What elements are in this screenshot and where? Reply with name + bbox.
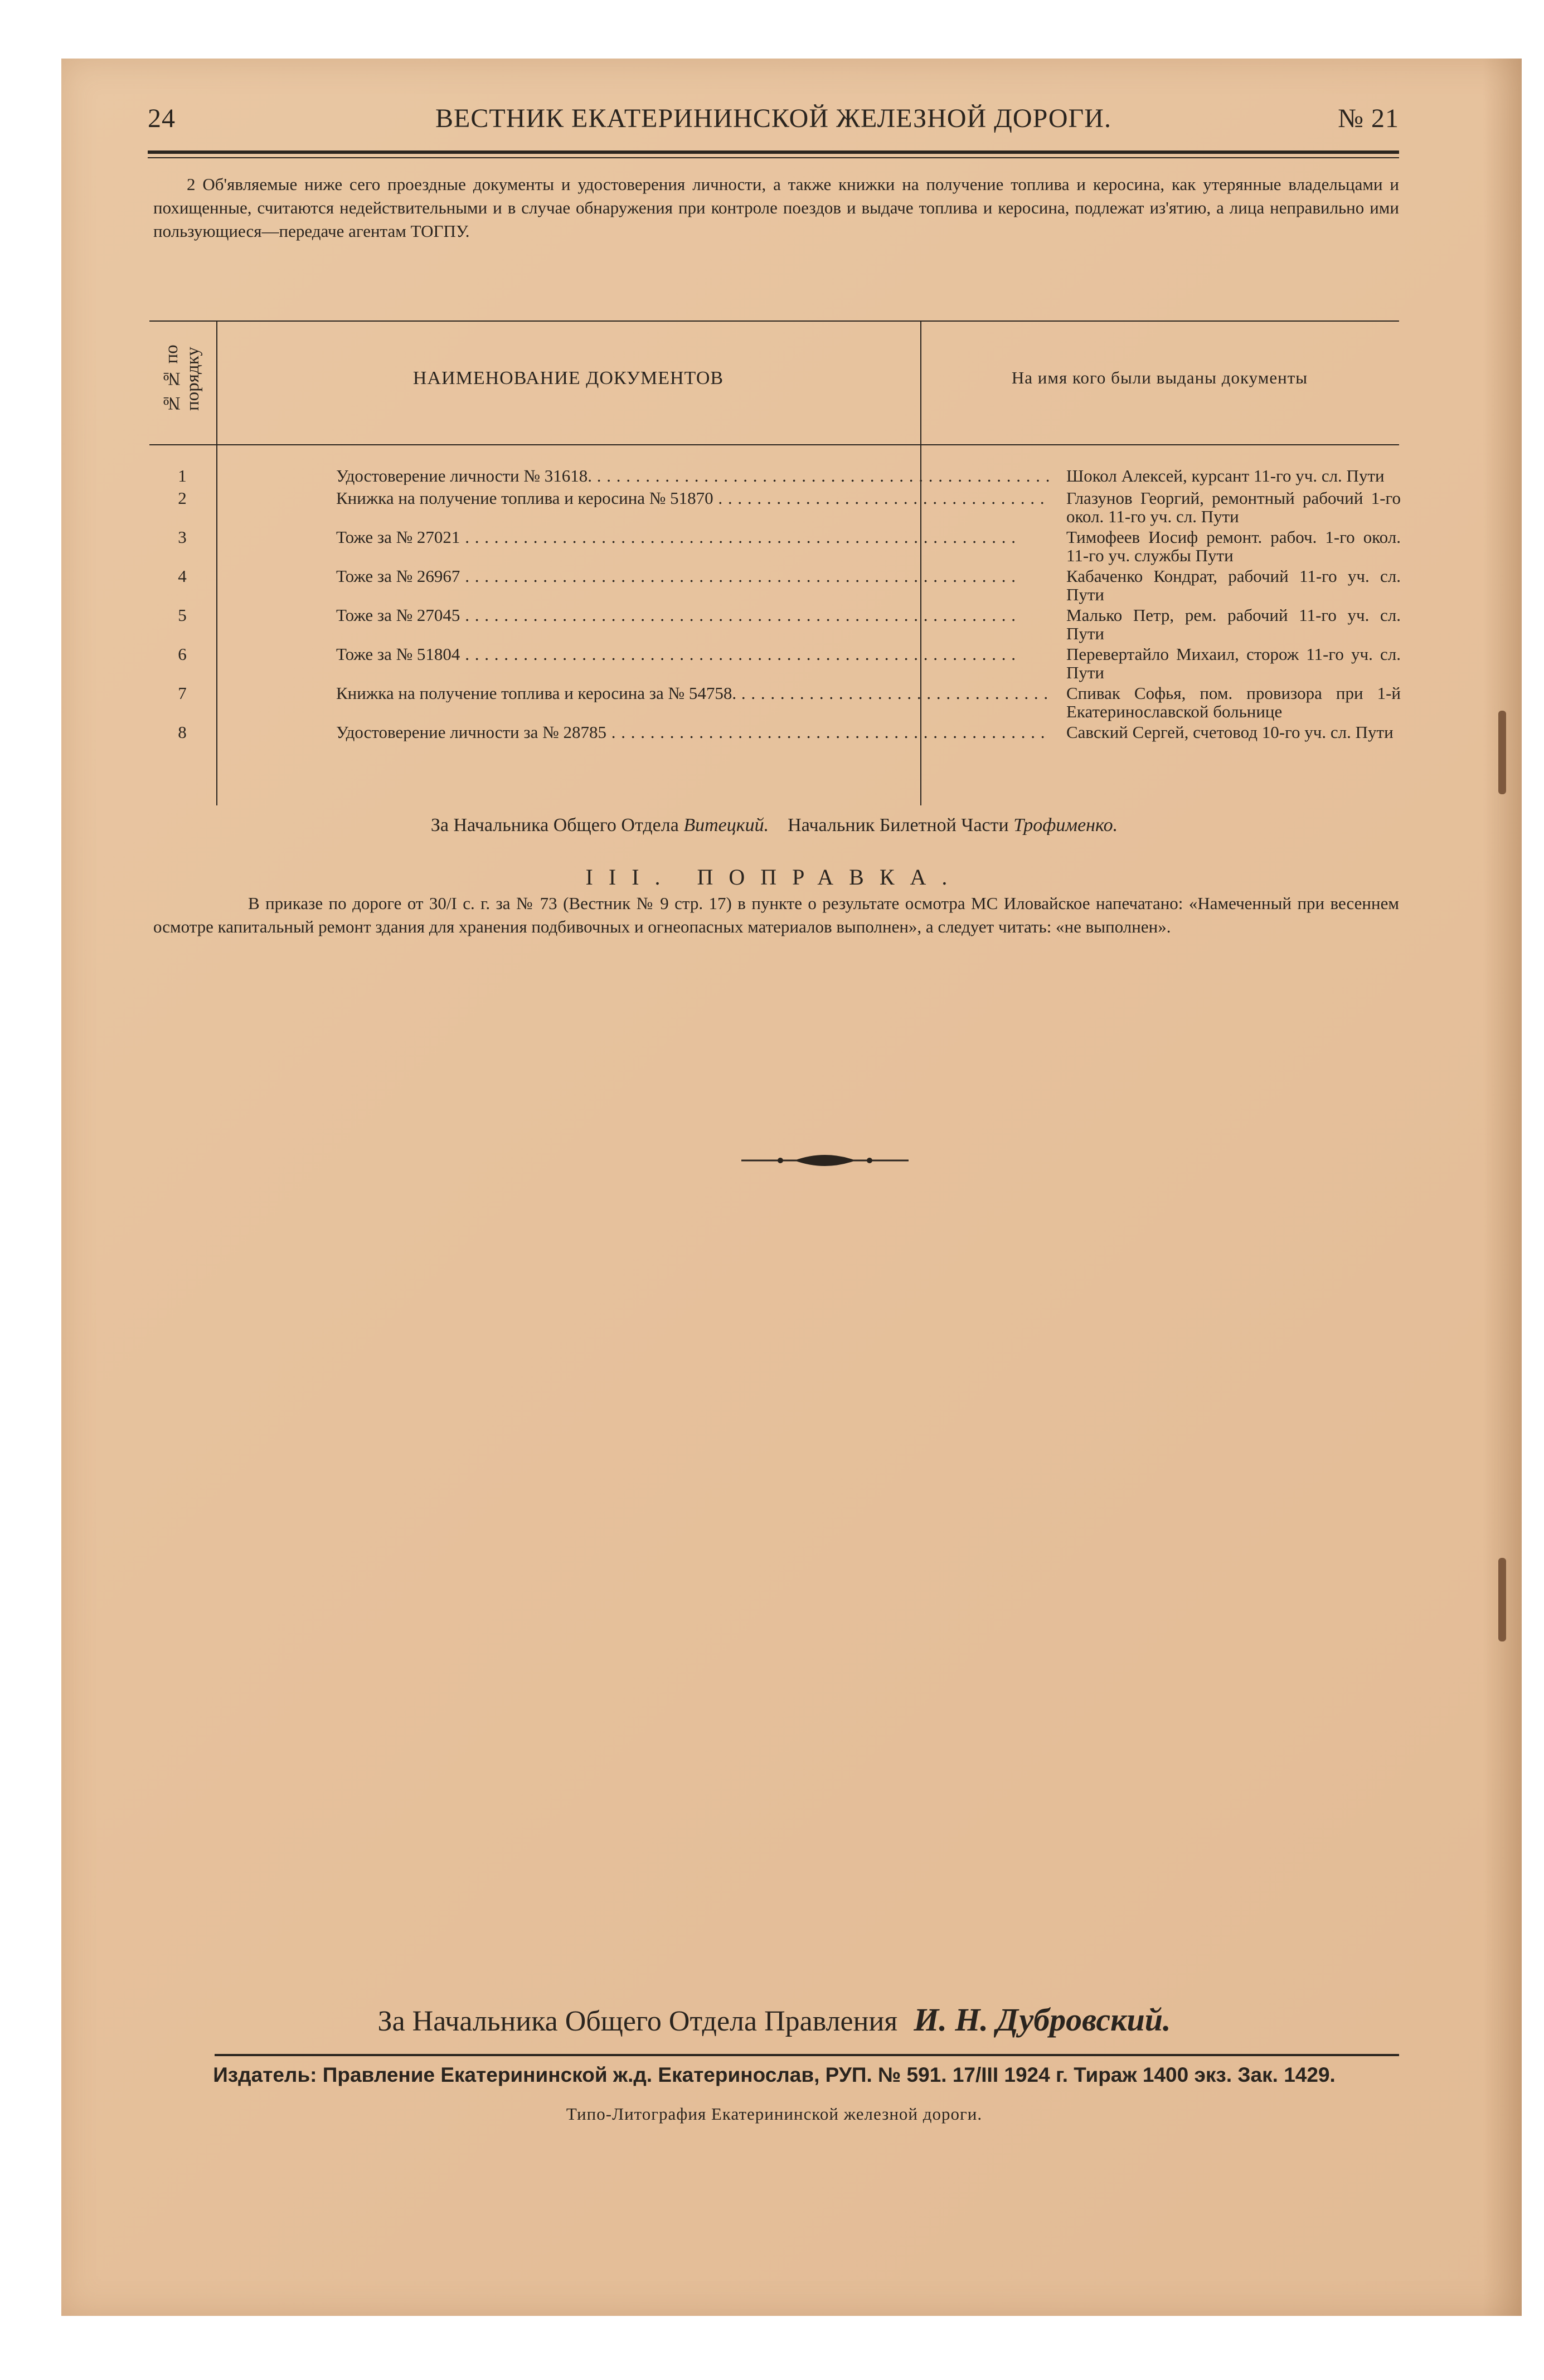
signer-role: За Начальника Общего Отдела [430, 815, 679, 836]
row-document: Книжка на получение топлива и керосина № 51870 . . . [336, 489, 1050, 507]
publisher-imprint: Издатель: Правление Екатерининской ж.д. Екатеринослав, РУП. № 591. 17/III 1924 г. Тираж 1400 экз. Зак. 1429. [213, 2063, 1336, 2086]
row-number: 1 [178, 466, 187, 485]
signer-role: Начальник Билетной Части [788, 815, 1009, 836]
row-document: Тоже за № 27045 . . . [336, 606, 1050, 624]
row-issued-to: Шокол Алексей, курсант 11-го уч. сл. Пути [1066, 466, 1385, 485]
column-header-documents: НАИМЕНОВАНИЕ ДОКУМЕНТОВ [412, 368, 724, 388]
row-issued-to: Тимофеев Иосиф ремонт. рабоч. 1-го окол. 11-го уч. службы Пути [1066, 527, 1401, 565]
journal-title: ВЕСТНИК ЕКАТЕРИНИНСКОЙ ЖЕЛЕЗНОЙ ДОРОГИ. [435, 104, 1111, 133]
header-rule-thin [148, 157, 1399, 158]
page-edge-shadow [1483, 59, 1522, 2316]
row-number: 4 [178, 566, 187, 586]
invalid-documents-table [149, 320, 1399, 805]
row-number: 5 [178, 605, 187, 625]
row-document: Удостоверение личности № 31618. . . . [336, 467, 1050, 485]
row-number: 3 [178, 527, 187, 547]
signature-name: И. Н. Дубровский. [914, 2002, 1171, 2038]
announcement-paragraph: 2 Об'являемые ниже сего проездные документы и удостоверения личности, а также книжки на получение топлива и керосина, как утерянные владельцами и похищенные, считаются недействительными и в случае обнаружения при контроле поездов и выдаче топлива и керосина, подлежат из'ятию, а лица неправильно ими пользующиеся—передаче агентам ТОГПУ. [153, 174, 1399, 241]
row-issued-to: Савский Сергей, счетовод 10-го уч. сл. Пути [1066, 722, 1394, 742]
column-header-issued-to: На имя кого были выданы документы [1011, 368, 1308, 387]
column-header-number: № № по порядку [162, 344, 203, 414]
signer-name: Трофименко. [1013, 815, 1118, 836]
running-header [148, 103, 1399, 148]
table-column-divider [216, 320, 217, 805]
correction-paragraph: В приказе по дороге от 30/I с. г. за № 73 (Вестник № 9 стр. 17) в пункте о результате осмотра МС Иловайское напечатано: «Намеченный при весеннем осмотре капитальный ремонт здания для хранения подбивочных и огнеопасных материалов выполнен», а следует читать: «не выполнен». [153, 893, 1399, 936]
row-number: 8 [178, 722, 187, 742]
table-top-rule [149, 320, 1399, 322]
signature-role: За Начальника Общего Отдела Правления [377, 2005, 898, 2037]
row-document: Тоже за № 51804 . . . [336, 645, 1050, 663]
row-document: Тоже за № 26967 . . . [336, 567, 1050, 585]
signer-name: Витецкий. [683, 815, 769, 836]
binding-staple [1498, 1558, 1506, 1641]
binding-staple [1498, 711, 1506, 794]
row-issued-to: Перевертайло Михаил, сторож 11-го уч. сл. Пути [1066, 644, 1401, 682]
row-document: Книжка на получение топлива и керосина за № 54758. . . . [336, 684, 1050, 702]
footer-rule [215, 2054, 1399, 2056]
page-number: 24 [148, 104, 176, 133]
closing-signature [149, 2001, 1399, 2038]
section-heading: III. ПОПРАВКА. [585, 864, 963, 890]
row-number: 2 [178, 488, 187, 508]
divider-ornament-icon [741, 1149, 909, 1172]
issue-number: № 21 [1338, 104, 1399, 133]
row-document: Удостоверение личности за № 28785 . . . [336, 723, 1050, 741]
row-issued-to: Спивак Софья, пом. провизора при 1-й Екатеринославской больнице [1066, 683, 1401, 721]
row-issued-to: Малько Петр, рем. рабочий 11-го уч. сл. Пути [1066, 605, 1401, 643]
row-issued-to: Кабаченко Кондрат, рабочий 11-го уч. сл. Пути [1066, 566, 1401, 604]
table-signers [149, 815, 1399, 836]
header-rule [148, 150, 1399, 154]
printer-imprint: Типо-Литография Екатерининской железной дороги. [566, 2104, 983, 2124]
row-number: 6 [178, 644, 187, 664]
row-issued-to: Глазунов Георгий, ремонтный рабочий 1-го окол. 11-го уч. сл. Пути [1066, 488, 1401, 526]
table-header-rule [149, 444, 1399, 445]
row-document: Тоже за № 27021 . . . [336, 528, 1050, 546]
row-number: 7 [178, 683, 187, 703]
